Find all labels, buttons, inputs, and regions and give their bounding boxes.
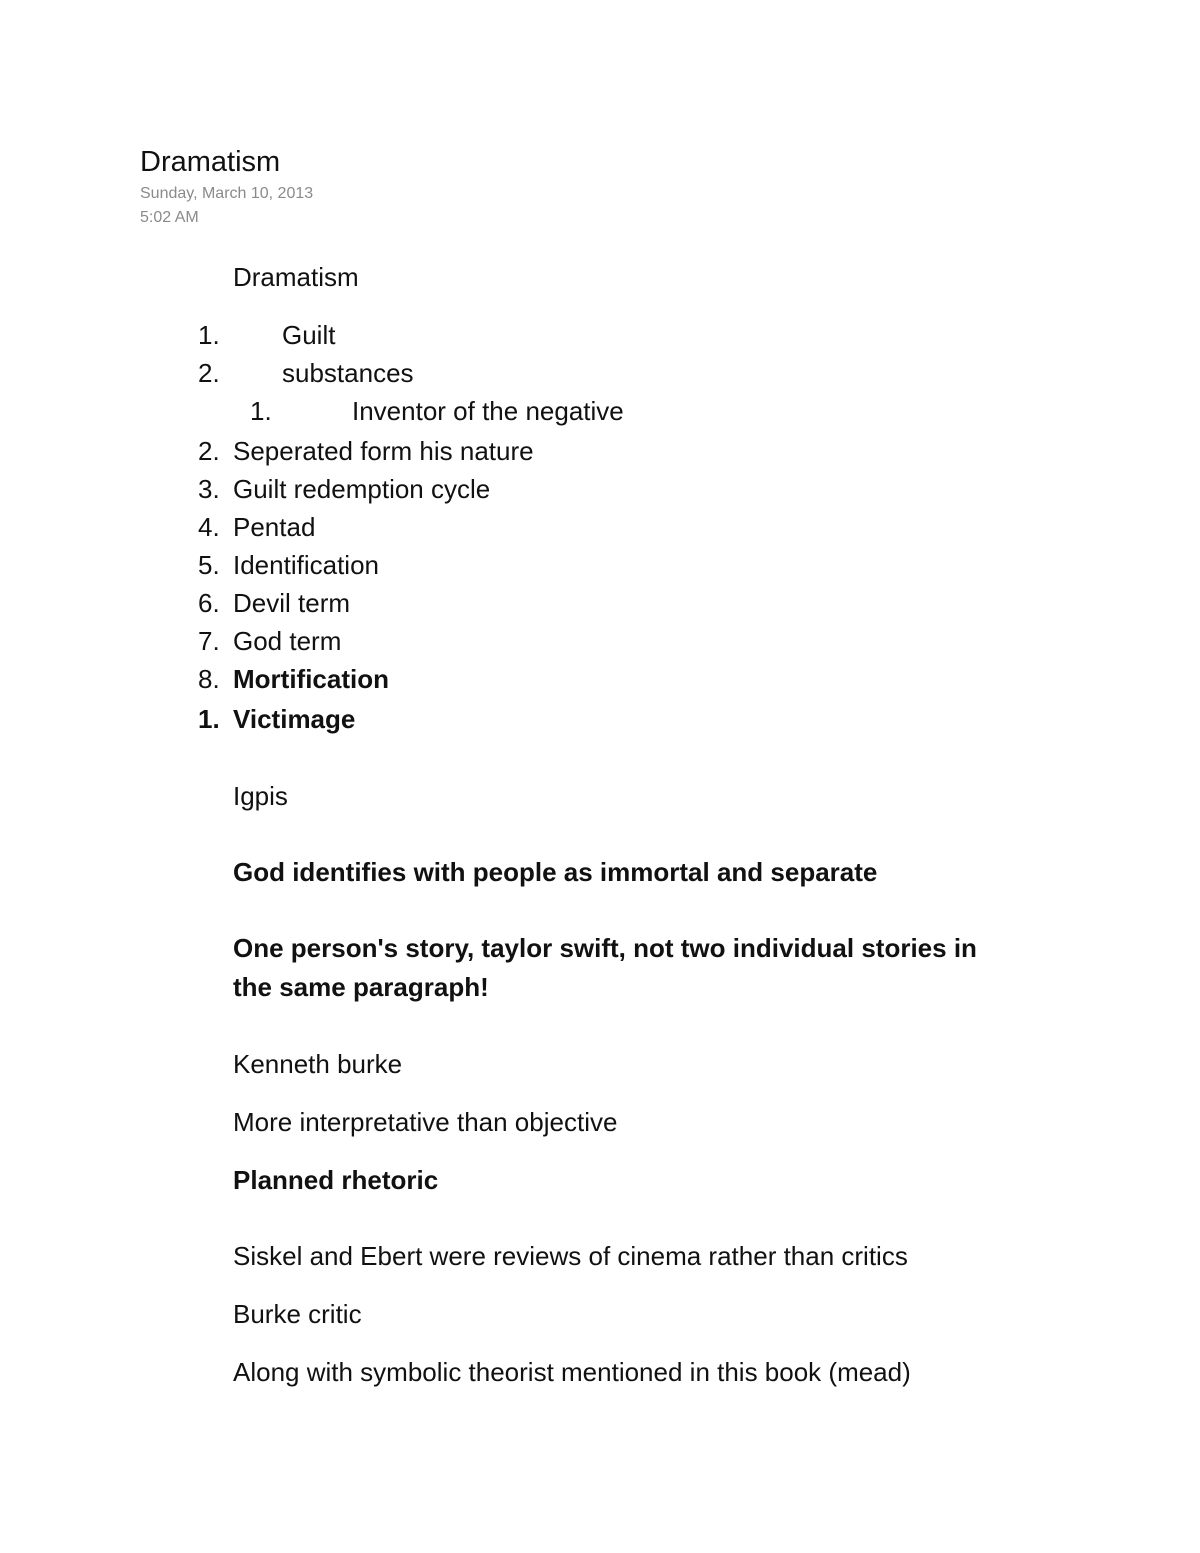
list-number: 8. — [198, 664, 220, 694]
list-item: Victimage — [233, 704, 356, 734]
list-number: 2. — [198, 358, 220, 388]
list-item: substances — [282, 358, 414, 388]
list-number: 2. — [198, 436, 220, 466]
list-item: Guilt — [282, 320, 336, 350]
page-time: 5:02 AM — [140, 209, 199, 226]
paragraph: Planned rhetoric — [233, 1165, 439, 1195]
list-item: Guilt redemption cycle — [233, 474, 491, 504]
list-number: 1. — [198, 704, 220, 734]
list-number: 1. — [198, 320, 220, 350]
page-date: Sunday, March 10, 2013 — [140, 185, 314, 202]
paragraph: the same paragraph! — [233, 972, 489, 1002]
list-item: Pentad — [233, 512, 316, 542]
paragraph: Along with symbolic theorist mentioned in this book (mead) — [233, 1357, 911, 1387]
list-item: Devil term — [233, 588, 351, 618]
list-number: 4. — [198, 512, 220, 542]
list-item: Mortification — [233, 664, 389, 694]
paragraph: God identifies with people as immortal and separate — [233, 857, 878, 887]
body-heading: Dramatism — [233, 262, 359, 292]
page-title: Dramatism — [140, 146, 281, 178]
paragraph: Burke critic — [233, 1299, 362, 1329]
list-number: 5. — [198, 550, 220, 580]
paragraph: One person's story, taylor swift, not two individual stories in — [233, 933, 977, 963]
paragraph: Siskel and Ebert were reviews of cinema rather than critics — [233, 1241, 908, 1271]
list-number: 7. — [198, 626, 220, 656]
list-item: Seperated form his nature — [233, 436, 534, 466]
paragraph: Igpis — [233, 781, 288, 811]
list-item: Identification — [233, 550, 379, 580]
list-item: Inventor of the negative — [352, 396, 624, 426]
paragraph: Kenneth burke — [233, 1049, 403, 1079]
list-number: 1. — [250, 396, 272, 426]
list-number: 3. — [198, 474, 220, 504]
list-number: 6. — [198, 588, 220, 618]
paragraph: More interpretative than objective — [233, 1107, 618, 1137]
list-item: God term — [233, 626, 342, 656]
